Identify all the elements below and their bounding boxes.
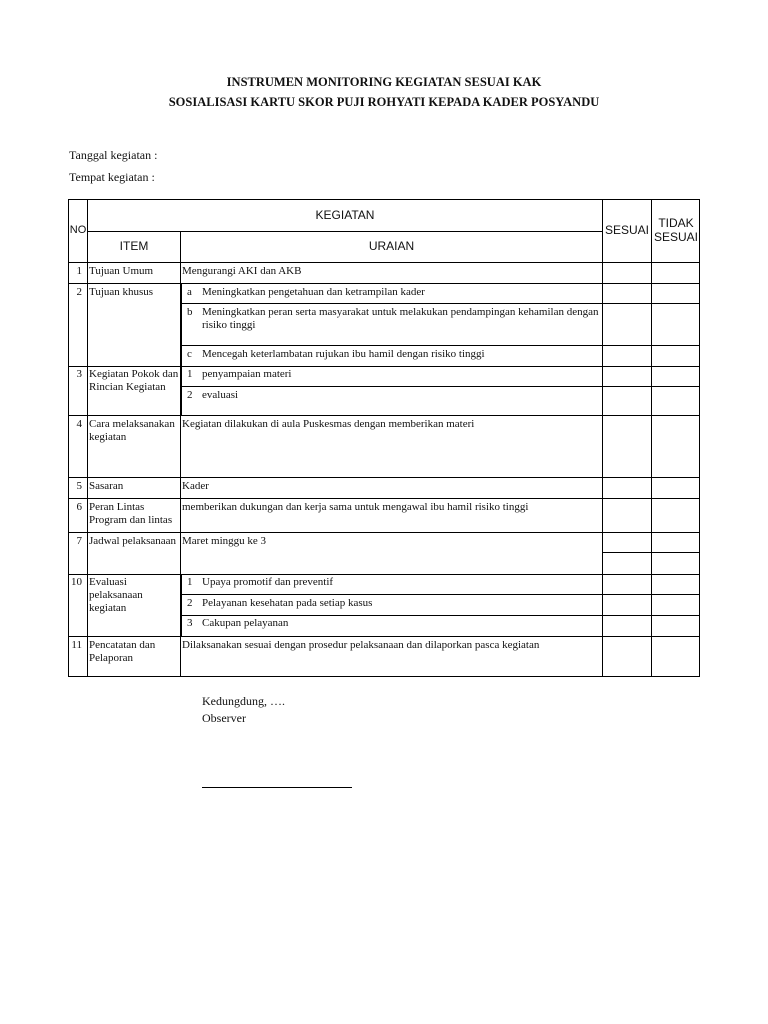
row-item: Cara melaksanakan kegiatan bbox=[89, 418, 175, 443]
signature-role: Observer bbox=[202, 711, 246, 725]
row-item: Kegiatan Pokok dan Rincian Kegiatan bbox=[89, 368, 179, 393]
sub-text: Cakupan pelayanan bbox=[202, 617, 289, 629]
row-number: 7 bbox=[76, 535, 82, 547]
row-item: Tujuan khusus bbox=[89, 286, 154, 298]
row-item: Tujuan Umum bbox=[89, 265, 154, 277]
row-item: Jadwal pelaksanaan bbox=[89, 535, 177, 547]
sub-mark: b bbox=[187, 306, 193, 318]
tanggal-label: Tanggal kegiatan : bbox=[69, 148, 158, 162]
row-number: 11 bbox=[71, 639, 82, 651]
sub-text: Mencegah keterlambatan rujukan ibu hamil dengan risiko tinggi bbox=[202, 348, 485, 360]
sub-text: evaluasi bbox=[202, 389, 239, 401]
sub-mark: c bbox=[187, 348, 192, 360]
sub-text: Upaya promotif dan preventif bbox=[202, 576, 334, 588]
sub-text: Meningkatkan peran serta masyarakat untuk melakukan pendampingan kehamilan dengan risiko tinggi bbox=[202, 306, 599, 331]
row-number: 3 bbox=[76, 368, 82, 380]
row-number: 2 bbox=[76, 286, 82, 298]
sub-mark: 2 bbox=[187, 597, 193, 609]
document-subtitle: SOSIALISASI KARTU SKOR PUJI ROHYATI KEPADA KADER POSYANDU bbox=[168, 95, 600, 109]
header-kegiatan: KEGIATAN bbox=[315, 208, 375, 222]
document-title: INSTRUMEN MONITORING KEGIATAN SESUAI KAK bbox=[226, 75, 542, 89]
sub-mark: 1 bbox=[187, 576, 193, 588]
header-sesuai: SESUAI bbox=[604, 223, 649, 237]
sub-mark: 3 bbox=[187, 617, 193, 629]
row-number: 1 bbox=[76, 265, 82, 277]
row-uraian: Kegiatan dilakukan di aula Puskesmas dengan memberikan materi bbox=[182, 418, 475, 430]
row-number: 4 bbox=[76, 418, 82, 430]
header-tidak-sesuai: SESUAI bbox=[653, 230, 698, 244]
row-item: Pencatatan dan Pelaporan bbox=[89, 639, 156, 664]
sub-text: penyampaian materi bbox=[202, 368, 292, 380]
tempat-label: Tempat kegiatan : bbox=[69, 170, 155, 184]
row-uraian: Dilaksanakan sesuai dengan prosedur pelaksanaan dan dilaporkan pasca kegiatan bbox=[182, 639, 540, 651]
signature-place: Kedungdung, …. bbox=[202, 694, 285, 708]
sub-mark: a bbox=[187, 286, 192, 298]
signature-line bbox=[202, 787, 352, 788]
header-no: NO bbox=[69, 224, 87, 236]
row-item: Peran Lintas Program dan lintas bbox=[89, 501, 173, 526]
sub-mark: 1 bbox=[187, 368, 193, 380]
sub-text: Pelayanan kesehatan pada setiap kasus bbox=[202, 597, 373, 609]
row-number: 6 bbox=[76, 501, 82, 513]
header-uraian: URAIAN bbox=[368, 239, 415, 253]
row-uraian: Maret minggu ke 3 bbox=[182, 535, 267, 547]
row-uraian: memberikan dukungan dan kerja sama untuk mengawal ibu hamil risiko tinggi bbox=[182, 501, 529, 513]
sub-mark: 2 bbox=[187, 389, 193, 401]
row-item: Sasaran bbox=[89, 480, 124, 492]
row-item: Evaluasi pelaksanaan kegiatan bbox=[89, 576, 143, 614]
header-item: ITEM bbox=[119, 239, 149, 253]
row-uraian: Kader bbox=[182, 480, 209, 492]
row-number: 5 bbox=[76, 480, 82, 492]
row-uraian: Mengurangi AKI dan AKB bbox=[182, 265, 302, 277]
row-number: 10 bbox=[71, 576, 82, 588]
header-tidak: TIDAK bbox=[658, 216, 694, 230]
sub-text: Meningkatkan pengetahuan dan ketrampilan kader bbox=[202, 286, 425, 298]
